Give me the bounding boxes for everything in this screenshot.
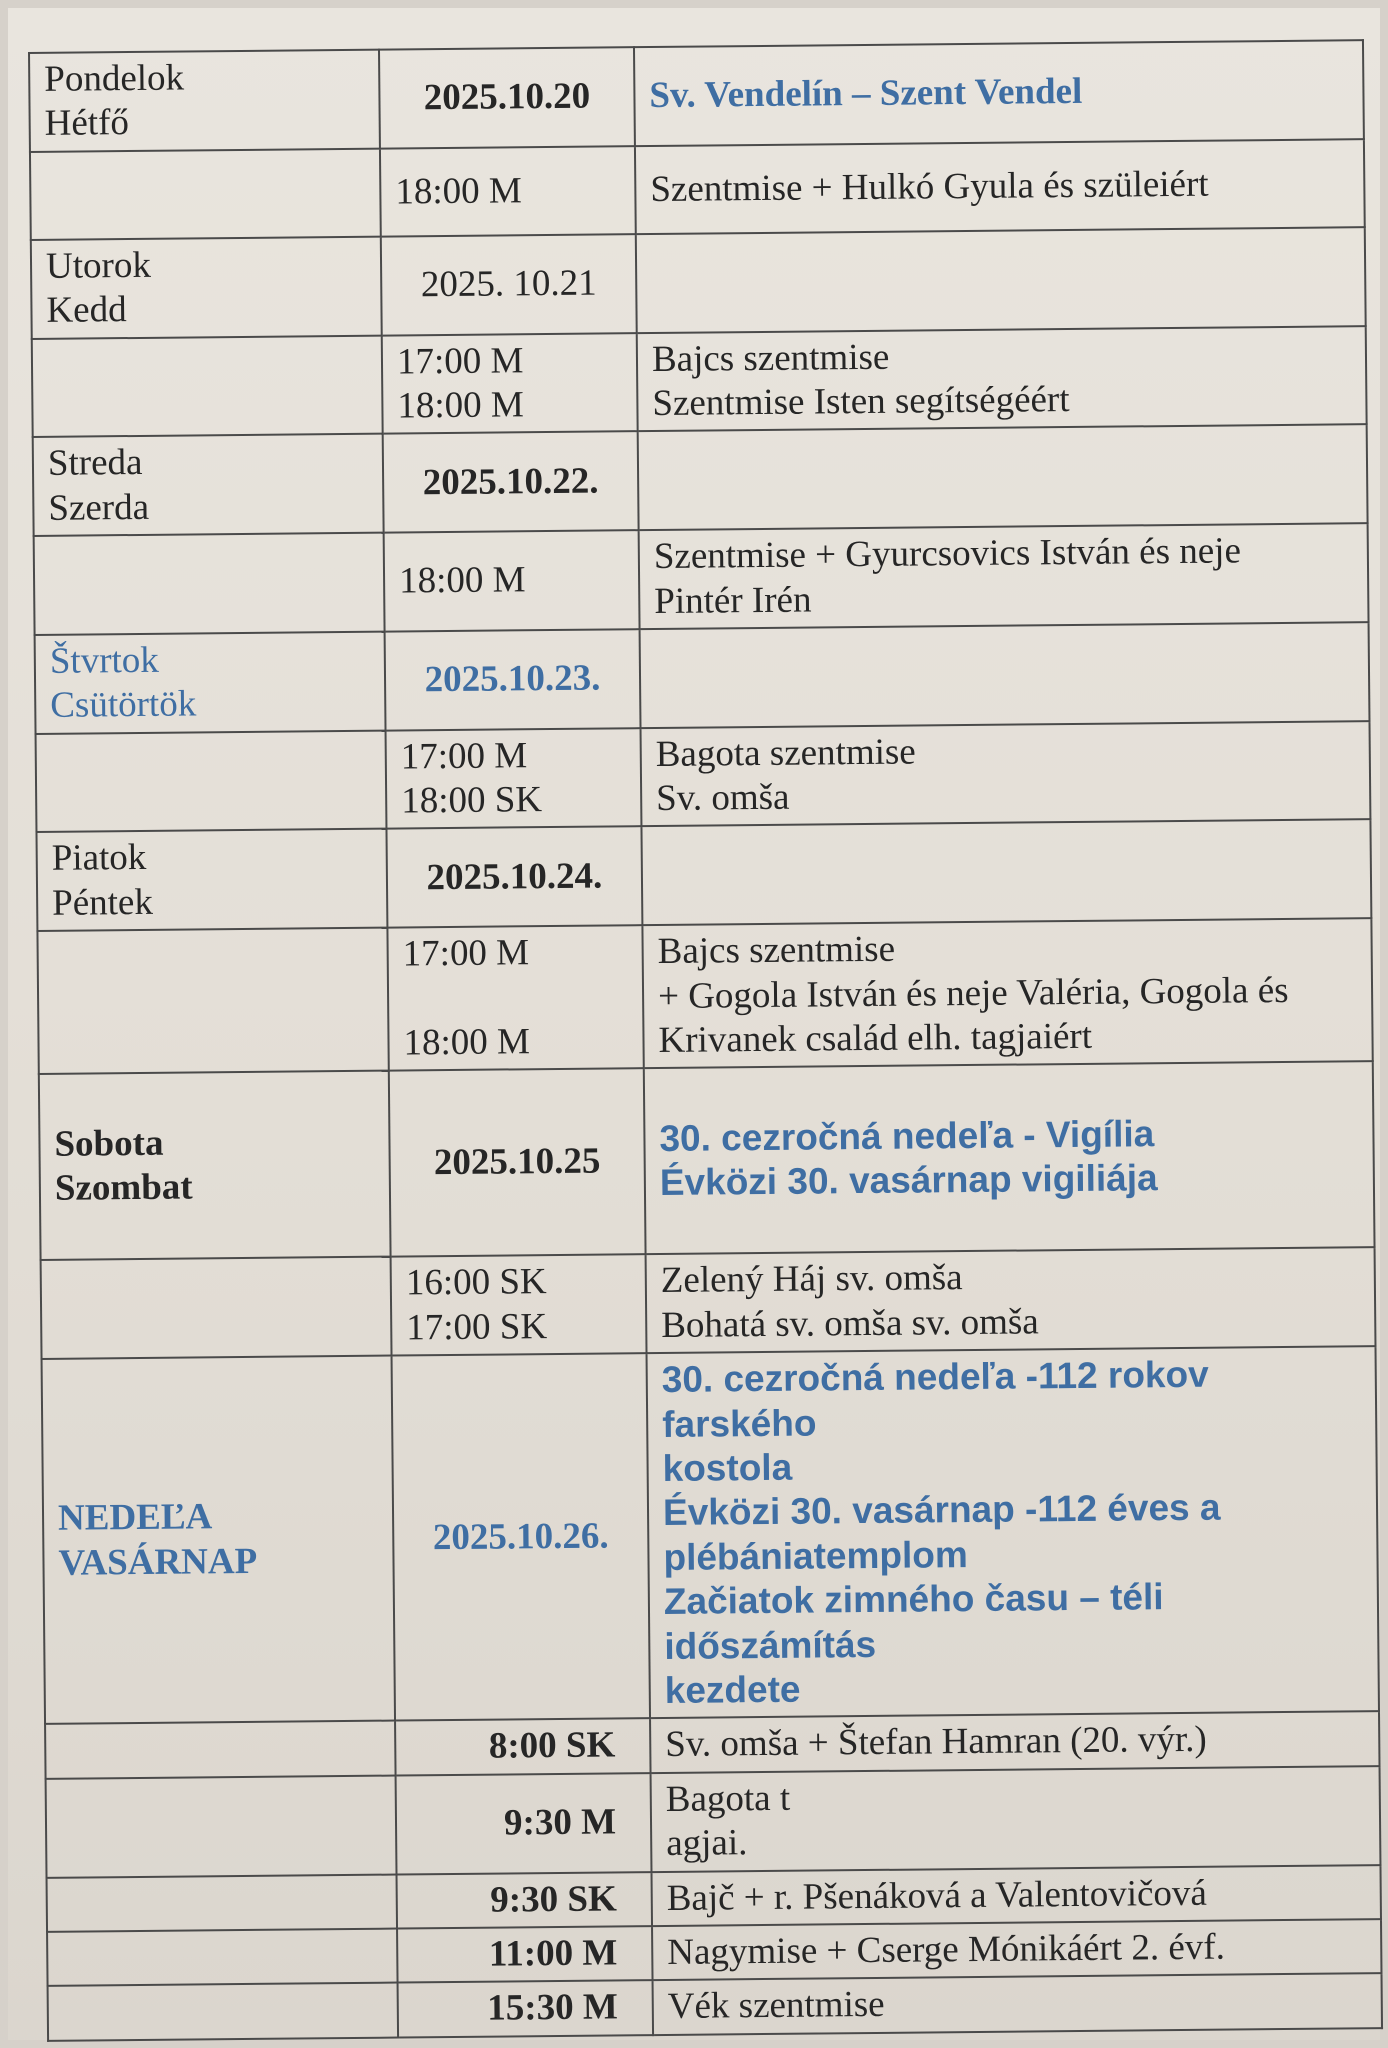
day-name-cell <box>29 50 380 152</box>
empty-cell <box>46 1775 397 1877</box>
service-text: Zelený Háj sv. omša <box>660 1257 963 1302</box>
event-cell: Bajč + r. Pšenáková a Valentovičová <box>651 1865 1380 1926</box>
feast-line: plébániatemplom <box>663 1533 968 1578</box>
day-header-row <box>39 1062 1375 1261</box>
service-time: 18:00 M <box>403 1021 531 1064</box>
day-name-hu: VASÁRNAP <box>58 1540 258 1584</box>
day-name-sk: Piatok <box>51 837 147 880</box>
date-cell: 2025.10.23. <box>385 629 641 730</box>
feast-line: kezdete <box>664 1668 801 1711</box>
day-name-hu: Szombat <box>54 1166 193 1210</box>
services-row <box>36 721 1371 833</box>
event-cell: Nagymise + Cserge Mónikáért 2. évf. <box>652 1919 1381 1980</box>
day-header-row <box>33 425 1368 537</box>
day-name-hu: Szerda <box>48 486 150 529</box>
date-cell: 2025.10.25 <box>389 1069 646 1257</box>
service-time: 17:00 M <box>396 339 524 383</box>
time-cell: 9:30 SK <box>397 1872 653 1929</box>
day-header-row <box>31 227 1366 339</box>
empty-cell <box>48 1983 399 2041</box>
time-cell <box>386 728 642 829</box>
time-cell: 15:30 M <box>398 1980 654 2037</box>
service-text: Bohatá sv. omša sv. omša <box>661 1301 1039 1346</box>
time-cell: 11:00 M <box>397 1926 653 1983</box>
day-name-cell <box>33 434 384 536</box>
day-name-sk: Štvrtok <box>49 639 160 682</box>
day-name-sk: Pondelok <box>44 57 185 100</box>
date-cell: 2025.10.24. <box>386 827 642 928</box>
empty-cell <box>47 1928 398 1986</box>
feast-line: 30. cezročná nedeľa -112 rokov farského <box>661 1353 1209 1445</box>
empty-cell <box>47 1874 398 1932</box>
services-row <box>30 139 1365 240</box>
empty-cell <box>41 1257 392 1359</box>
time-cell: 9:30 M <box>396 1773 652 1874</box>
service-time: 17:00 M <box>402 932 530 975</box>
day-name-cell <box>31 236 382 338</box>
service-text: Szentmise Isten segítségéért <box>652 378 1070 424</box>
event-cell <box>642 918 1372 1068</box>
day-name-hu: Kedd <box>46 289 127 332</box>
services-row <box>46 1766 1381 1878</box>
service-time: 18:00 M <box>398 559 526 602</box>
feast-line: kostola <box>662 1446 793 1489</box>
feast-line: Évközi 30. vasárnap -112 éves a <box>662 1486 1221 1534</box>
date-cell: 2025.10.26. <box>392 1353 650 1721</box>
day-name-cell <box>39 1071 391 1260</box>
event-cell <box>641 721 1371 827</box>
service-text: agjai. <box>666 1822 748 1865</box>
service-text: Bagota t <box>665 1777 791 1820</box>
services-row <box>41 1248 1376 1360</box>
time-spacer <box>403 975 628 1022</box>
event-cell: Sv. omša + Štefan Hamran (20. výr.) <box>650 1711 1379 1772</box>
day-name-cell <box>42 1356 395 1724</box>
day-name-sk: Streda <box>47 442 143 485</box>
feast-cell <box>638 425 1368 531</box>
date-cell: 2025. 10.21 <box>381 234 637 335</box>
event-cell: Vék szentmise <box>653 1973 1382 2034</box>
service-time: 18:00 SK <box>401 779 543 822</box>
service-text: Szentmise + Gyurcsovics István és neje <box>653 530 1242 578</box>
empty-cell <box>34 533 385 635</box>
date-cell: 2025.10.22. <box>383 432 639 533</box>
feast-line: Začiatok zimného času – téli időszámítás <box>663 1576 1164 1667</box>
feast-line: 30. cezročná nedeľa - Vigília <box>659 1113 1155 1160</box>
service-text: Bajcs szentmise <box>651 336 890 380</box>
feast-cell <box>636 227 1366 333</box>
time-cell <box>391 1255 647 1356</box>
empty-cell <box>37 928 388 1075</box>
service-time: 18:00 M <box>395 169 522 213</box>
event-cell <box>639 523 1369 629</box>
services-row <box>32 326 1367 438</box>
event-cell <box>635 139 1365 234</box>
day-header-row <box>29 40 1364 152</box>
event-cell <box>646 1248 1376 1354</box>
time-cell <box>380 146 636 236</box>
date-cell: 2025.10.20 <box>379 47 635 148</box>
time-cell <box>382 333 638 434</box>
empty-cell <box>30 148 381 239</box>
services-row <box>37 918 1372 1074</box>
day-name-cell <box>36 829 387 931</box>
feast-line: Évközi 30. vasárnap vigiliája <box>659 1157 1158 1204</box>
service-text: Bagota szentmise <box>655 731 916 775</box>
feast-cell: Sv. Vendelín – Szent Vendel <box>634 40 1364 146</box>
day-name-hu: Csütörtök <box>50 683 197 727</box>
time-cell <box>384 530 640 631</box>
day-name-hu: Hétfő <box>44 102 130 145</box>
service-time: 17:00 M <box>400 734 528 778</box>
time-cell: 8:00 SK <box>395 1718 651 1775</box>
empty-cell <box>45 1721 396 1779</box>
day-name-sk: NEDEĽA <box>57 1496 213 1540</box>
feast-cell <box>641 820 1371 926</box>
day-name-hu: Péntek <box>51 881 154 924</box>
day-header-row <box>42 1346 1379 1724</box>
service-text: Krivanek család elh. tagjaiért <box>658 1015 1093 1062</box>
paper-sheet <box>8 8 1380 2040</box>
service-time: 16:00 SK <box>405 1261 547 1304</box>
feast-cell <box>640 622 1370 728</box>
day-header-row <box>35 622 1370 734</box>
empty-cell <box>36 730 387 832</box>
event-cell <box>637 326 1367 432</box>
service-time: 18:00 M <box>397 384 525 427</box>
event-cell <box>651 1766 1381 1872</box>
service-text: + Gogola István és neje Valéria, Gogola és <box>657 969 1289 1017</box>
time-cell <box>387 925 643 1071</box>
day-name-cell <box>35 632 386 734</box>
day-header-row <box>36 820 1371 932</box>
services-row <box>48 1973 1382 2040</box>
service-time: 17:00 SK <box>406 1305 548 1349</box>
service-text: Szentmise + Hulkó Gyula és szüleiért <box>650 163 1209 210</box>
day-name-sk: Sobota <box>54 1122 164 1165</box>
day-name-sk: Utorok <box>45 244 152 287</box>
mass-schedule-table <box>28 39 1383 2041</box>
service-text: Sv. omša <box>655 776 790 820</box>
feast-cell <box>647 1346 1379 1718</box>
service-text: Bajcs szentmise <box>657 928 896 973</box>
services-row <box>34 523 1369 635</box>
feast-cell <box>644 1062 1375 1255</box>
service-text: Pintér Irén <box>654 579 812 622</box>
empty-cell <box>32 335 383 437</box>
